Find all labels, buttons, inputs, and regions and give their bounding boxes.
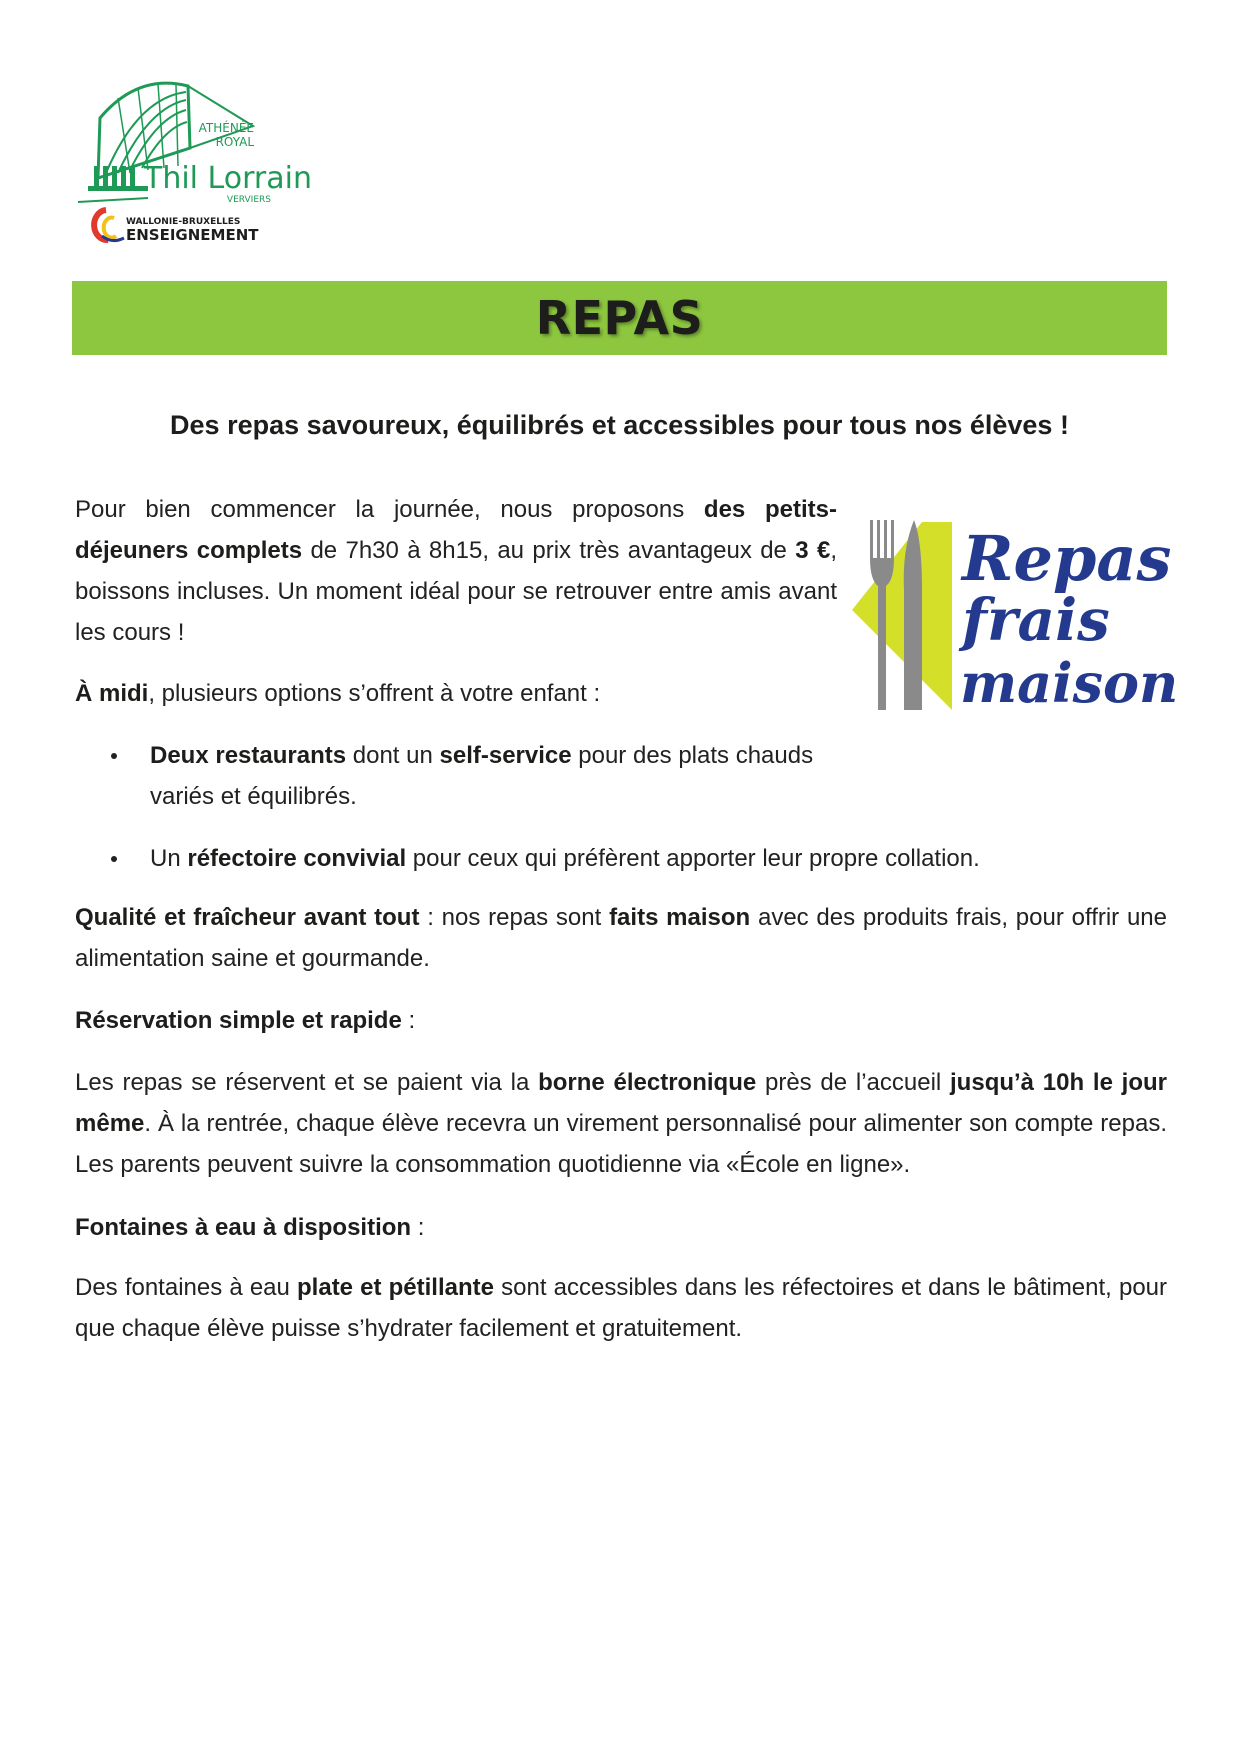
reservation-heading-bold: Réservation simple et rapide <box>75 1007 402 1034</box>
repas-logo-line1: Repas <box>962 522 1172 595</box>
logo-line-athenee: ATHÉNÉE <box>198 121 254 135</box>
bullet1-bold-1: Deux restaurants <box>150 742 347 769</box>
qualite-bold-2: faits maison <box>609 904 751 931</box>
bullet-icon <box>111 753 117 759</box>
breakfast-bold-1: des petits-déjeuners complets <box>75 496 837 564</box>
fontaines-heading <box>75 1207 1167 1248</box>
logo-city: VERVIERS <box>226 195 271 205</box>
options-list <box>75 735 1167 879</box>
midi-paragraph <box>75 673 975 714</box>
subtitle: Des repas savoureux, équilibrés et accessibles pour tous nos élèves ! <box>170 410 1069 440</box>
reservation-heading <box>75 1000 1167 1041</box>
qualite-text-1: : nos repas sont <box>419 904 610 931</box>
bullet-icon <box>111 856 117 862</box>
repas-logo-line3: maison <box>960 651 1179 715</box>
title-band <box>72 281 1167 355</box>
reservation-paragraph <box>75 1062 1167 1185</box>
breakfast-text-3: , boissons incluses. Un moment idéal pour se retrouver entre amis avant les cours ! <box>75 537 837 646</box>
reservation-text-2: près de l’accueil <box>756 1069 951 1096</box>
midi-text: , plusieurs options s’offrent à votre enfant : <box>148 680 601 707</box>
fontaines-text-2: sont accessibles dans les réfectoires et dans le bâtiment, pour que chaque élève puisse s’hydrater facilement et gratuitement. <box>75 1274 1168 1342</box>
bullet1-bold-2: self-service <box>439 742 572 769</box>
fontaines-heading-colon: : <box>411 1214 425 1241</box>
fontaines-bold-1: plate et pétillante <box>297 1274 494 1301</box>
reservation-bold-1: borne électronique <box>538 1069 757 1096</box>
school-logo-graphic <box>78 78 310 248</box>
breakfast-text-1: Pour bien commencer la journée, nous proposons <box>75 496 704 523</box>
breakfast-paragraph <box>75 489 837 653</box>
list-item <box>75 735 850 817</box>
reservation-heading-colon: : <box>401 1007 416 1034</box>
reservation-bold-2: jusqu’à 10h le jour même <box>75 1069 1168 1137</box>
qualite-paragraph <box>75 897 1167 979</box>
breakfast-bold-2: 3 € <box>795 537 831 564</box>
bullet1-text-2: pour des plats chauds variés et équilibrés. <box>150 742 814 810</box>
school-logo <box>78 78 310 248</box>
page-title: REPAS <box>535 291 704 345</box>
bullet1-text-1: dont un <box>346 742 440 769</box>
reservation-text-1: Les repas se réservent et se paient via la <box>75 1069 539 1096</box>
midi-bold: À midi <box>75 680 149 707</box>
breakfast-text-2: de 7h30 à 8h15, au prix très avantageux de <box>302 537 796 564</box>
logo-school-name: Thil Lorrain <box>144 161 312 196</box>
logo-network-line1: WALLONIE-BRUXELLES <box>126 217 241 227</box>
bullet2-bold-1: réfectoire convivial <box>187 845 407 872</box>
fontaines-heading-bold: Fontaines à eau à disposition <box>75 1214 412 1241</box>
repas-logo-line2: frais <box>962 586 1110 654</box>
bullet2-text-1: Un <box>150 845 188 872</box>
logo-line-royal: ROYAL <box>215 135 254 149</box>
fontaines-paragraph <box>75 1267 1167 1349</box>
fontaines-text-1: Des fontaines à eau <box>75 1274 298 1301</box>
logo-network-line2: ENSEIGNEMENT <box>126 226 259 244</box>
reservation-text-3: . À la rentrée, chaque élève recevra un virement personnalisé pour alimenter son compte repas. Les parents peuvent suivre la consommation quotidienne via «École en ligne». <box>75 1110 1167 1178</box>
bullet2-text-2: pour ceux qui préfèrent apporter leur propre collation. <box>406 845 980 872</box>
qualite-text-2: avec des produits frais, pour offrir une alimentation saine et gourmande. <box>75 904 1167 972</box>
list-item <box>75 838 1167 879</box>
qualite-bold-1: Qualité et fraîcheur avant tout <box>75 904 420 931</box>
